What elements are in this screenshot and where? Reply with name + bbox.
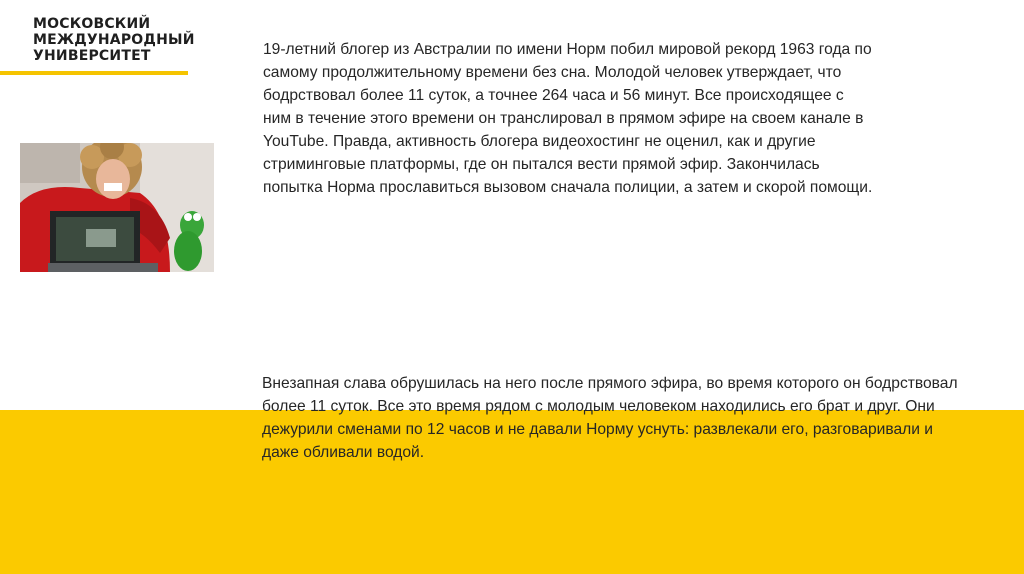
logo-line-1: МОСКОВСКИЙ	[33, 16, 151, 32]
logo-line-3: УНИВЕРСИТЕТ	[33, 48, 151, 64]
university-logo	[33, 16, 195, 64]
paragraph-record: 19-летний блогер из Австралии по имени Норм побил мировой рекорд 1963 года по самому продолжительному времени без сна. Молодой человек утверждает, что бодрствовал более 11 суток, а точнее 264 часа и 56 минут. Все происходящее с ним в течение этого времени он транслировал в прямом эфире на своем канале в YouTube. Правда, активность блогера видеохостинг не оценил, как и другие стриминговые платформы, где он пытался вести прямой эфир. Закончилась попытка Норма прославиться вызовом сначала полиции, а затем и скорой помощи.	[263, 41, 873, 196]
logo-line-2: МЕЖДУНАРОДНЫЙ	[33, 32, 195, 48]
paragraph-fame: Внезапная слава обрушилась на него после прямого эфира, во время которого он бодрствовал более 11 суток. Все это время рядом с молодым человеком находились его брат и друг. Они дежурили сменами по 12 часов и не давали Норму уснуть: развлекали его, разговаривали и даже обливали водой.	[262, 375, 958, 461]
blogger-photo	[20, 143, 214, 272]
logo-underline	[0, 71, 188, 75]
photo-illustration	[20, 143, 214, 272]
